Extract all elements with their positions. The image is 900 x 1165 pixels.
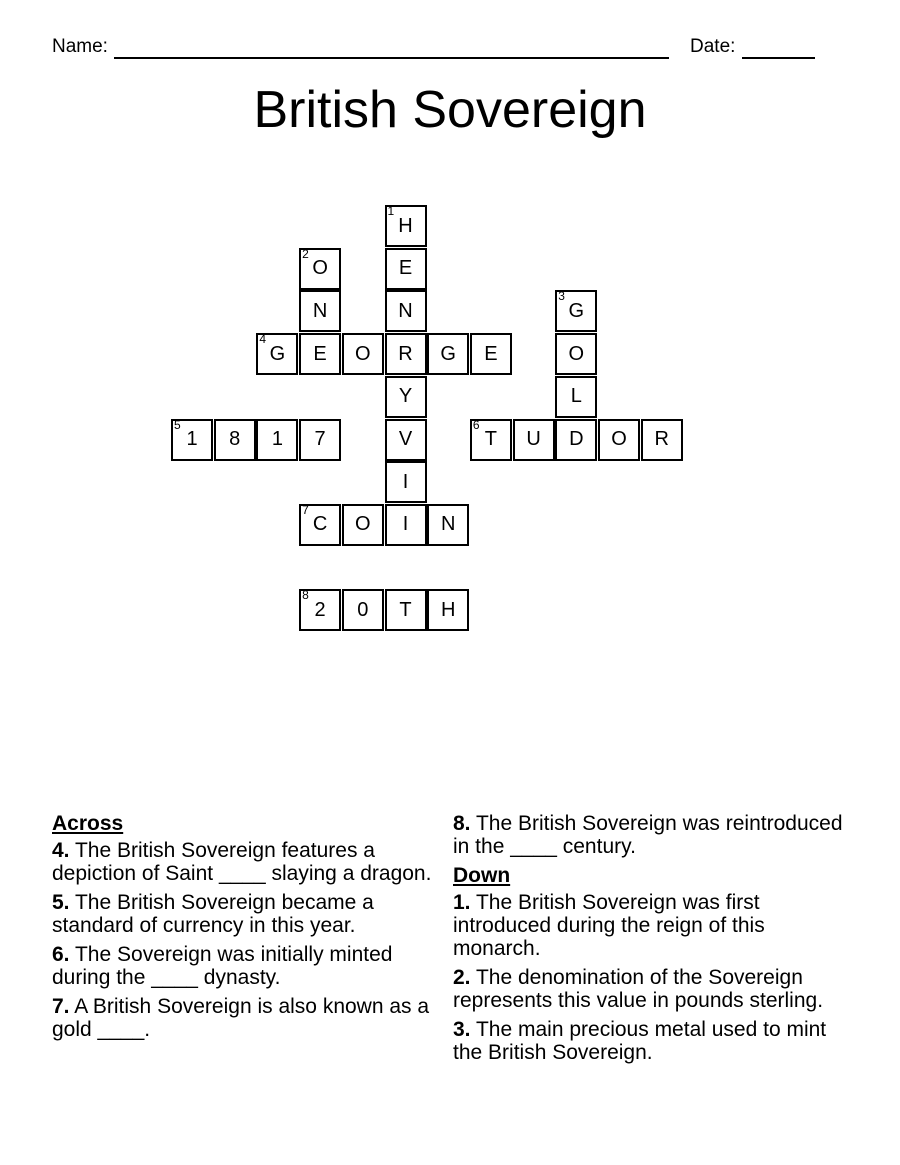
cell-letter: N xyxy=(398,299,413,322)
grid-cell[interactable] xyxy=(385,461,427,503)
grid-cell[interactable] xyxy=(427,333,469,375)
grid-cell[interactable] xyxy=(598,419,640,461)
grid-cell[interactable] xyxy=(385,248,427,290)
grid-cell[interactable] xyxy=(385,205,427,247)
clue-across-7: 7. A British Sovereign is also known as a gold ____. xyxy=(52,995,430,1041)
cell-letter: H xyxy=(440,598,456,621)
grid-cell[interactable] xyxy=(385,333,427,375)
grid-cell[interactable] xyxy=(299,248,341,290)
clue-down-1: 1. The British Sovereign was first introduced during the reign of this monarch. xyxy=(453,891,765,960)
cell-letter: N xyxy=(312,299,328,322)
grid-cell[interactable] xyxy=(256,333,298,375)
grid-cell[interactable] xyxy=(555,333,597,375)
date-label: Date: xyxy=(690,36,736,57)
cell-letter: U xyxy=(526,428,541,450)
cell-letter: R xyxy=(654,428,669,450)
name-label: Name: xyxy=(52,36,108,57)
grid-cell[interactable] xyxy=(641,419,683,461)
grid-cell[interactable] xyxy=(385,589,427,631)
grid-cell[interactable] xyxy=(342,589,384,631)
clues-column-right xyxy=(453,812,853,1070)
page-title: British Sovereign xyxy=(253,81,647,139)
cell-letter: V xyxy=(398,428,413,450)
clue-number: 2 xyxy=(302,246,309,261)
cell-letter: L xyxy=(570,385,582,408)
grid-cell[interactable] xyxy=(470,333,512,375)
cell-letter: O xyxy=(355,513,371,536)
cell-letter: 8 xyxy=(229,428,241,450)
grid-cell[interactable] xyxy=(342,504,384,546)
grid-cell[interactable] xyxy=(299,290,341,332)
clue-number: 5 xyxy=(174,417,181,432)
cell-letter: O xyxy=(355,342,371,365)
clue-across-8: 8. The British Sovereign was reintroduced in the ____ century. xyxy=(453,812,843,858)
grid-cell[interactable] xyxy=(214,419,256,461)
clue-number: 8 xyxy=(302,588,309,603)
cell-letter: Y xyxy=(398,385,413,408)
cell-letter: D xyxy=(569,428,584,450)
cell-letter: E xyxy=(313,342,327,365)
grid-cell[interactable] xyxy=(555,376,597,418)
clue-across-5: 5. The British Sovereign became a standard of currency in this year. xyxy=(52,891,374,937)
clue-number: 1 xyxy=(387,204,395,218)
clue-number: 4 xyxy=(259,332,267,347)
cell-letter: G xyxy=(440,342,456,365)
clue-number: 6 xyxy=(472,417,480,432)
cell-letter: O xyxy=(611,428,627,450)
grid-cell[interactable] xyxy=(385,419,427,461)
grid-cell[interactable] xyxy=(513,419,555,461)
clue-down-2: 2. The denomination of the Sovereign represents this value in pounds sterling. xyxy=(453,966,824,1012)
cell-letter: C xyxy=(312,513,328,536)
cell-letter: T xyxy=(399,598,412,621)
grid-cell[interactable] xyxy=(385,376,427,418)
cell-letter: R xyxy=(398,342,413,365)
down-heading: Down xyxy=(453,864,511,887)
cell-letter: T xyxy=(484,428,497,450)
cell-letter: 1 xyxy=(186,428,198,450)
cell-letter: E xyxy=(398,257,413,280)
grid-cell[interactable] xyxy=(299,333,341,375)
clues-column-left xyxy=(52,812,432,1047)
cell-letter: I xyxy=(402,470,409,493)
clue-across-6: 6. The Sovereign was initially minted during the ____ dynasty. xyxy=(52,943,393,989)
cell-letter: O xyxy=(568,342,585,365)
cell-letter: I xyxy=(402,513,409,536)
grid-cell[interactable] xyxy=(427,504,469,546)
cell-letter: O xyxy=(312,257,328,280)
grid-cell[interactable] xyxy=(385,290,427,332)
cell-letter: H xyxy=(398,214,413,237)
grid-cell[interactable] xyxy=(299,504,341,546)
grid-cell[interactable] xyxy=(427,589,469,631)
cell-letter: 7 xyxy=(314,428,326,450)
grid-cell[interactable] xyxy=(385,504,427,546)
cell-letter: G xyxy=(568,299,585,322)
cell-letter: E xyxy=(484,342,498,365)
grid-cell[interactable] xyxy=(555,290,597,332)
grid-cell[interactable] xyxy=(171,419,213,461)
cell-letter: N xyxy=(440,513,456,536)
cell-letter: 2 xyxy=(314,598,326,621)
grid-cell[interactable] xyxy=(555,419,597,461)
across-heading: Across xyxy=(52,812,124,835)
cell-letter: 0 xyxy=(357,598,369,621)
grid-cell[interactable] xyxy=(299,589,341,631)
clue-number: 3 xyxy=(558,289,565,304)
grid-cell[interactable] xyxy=(342,333,384,375)
cell-letter: G xyxy=(269,342,286,365)
grid-cell[interactable] xyxy=(256,419,298,461)
grid-cell[interactable] xyxy=(470,419,512,461)
grid-cell[interactable] xyxy=(299,419,341,461)
cell-letter: 1 xyxy=(271,428,283,450)
clue-across-4: 4. The British Sovereign features a depiction of Saint ____ slaying a dragon. xyxy=(52,839,432,885)
clue-down-3: 3. The main precious metal used to mint the British Sovereign. xyxy=(453,1018,827,1064)
clue-number: 7 xyxy=(302,502,309,517)
